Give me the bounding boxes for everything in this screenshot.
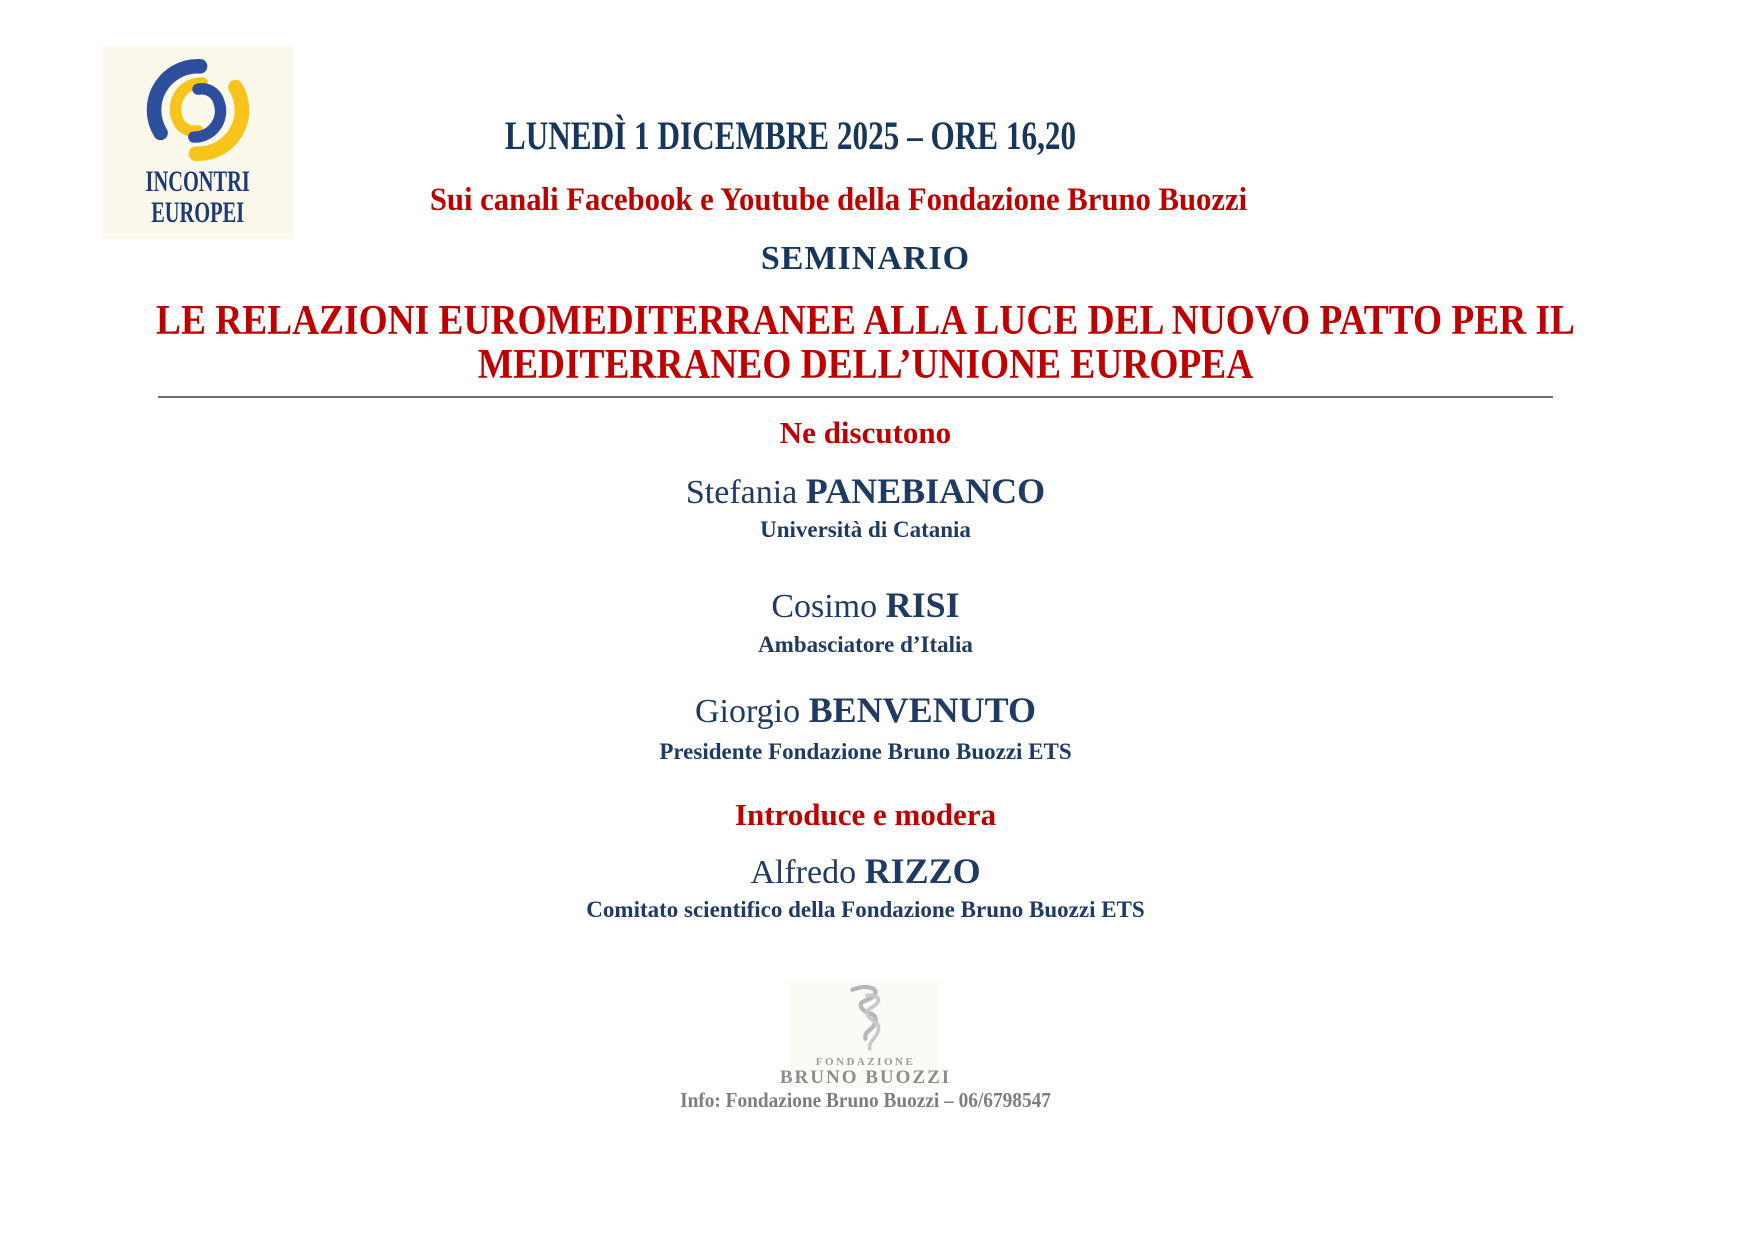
- streaming-channels-line: Sui canali Facebook e Youtube della Fondazione Bruno Buozzi: [429, 182, 1248, 218]
- seminar-title-line1: LE RELAZIONI EUROMEDITERRANEE ALLA LUCE DEL NUOVO PATTO PER IL: [156, 298, 1575, 344]
- moderator-last-name: RIZZO: [864, 851, 981, 891]
- speaker-last-name: PANEBIANCO: [805, 471, 1046, 511]
- speaker-role: Università di Catania: [760, 517, 971, 542]
- speaker-first-name: Stefania: [685, 474, 798, 511]
- speaker-name: [0, 583, 1731, 629]
- horizontal-divider: [158, 396, 1553, 398]
- moderator-first-name: Alfredo: [750, 854, 857, 891]
- speaker-first-name: Cosimo: [771, 588, 878, 625]
- speaker-last-name: RISI: [885, 585, 960, 625]
- moderator-role: Comitato scientifico della Fondazione Bruno Buozzi ETS: [586, 897, 1145, 922]
- speaker-role: Presidente Fondazione Bruno Buozzi ETS: [659, 739, 1072, 764]
- event-dateline: LUNEDÌ 1 DICEMBRE 2025 – ORE 16,20: [504, 113, 1077, 158]
- europei-line: EUROPEI: [151, 196, 245, 229]
- discussants-label: Ne discutono: [779, 415, 952, 450]
- seminar-title-line2: MEDITERRANEO DELL’UNIONE EUROPEA: [477, 342, 1254, 388]
- contact-info-line: Info: Fondazione Bruno Buozzi – 06/6798547: [680, 1088, 1051, 1112]
- speaker-first-name: Giorgio: [694, 693, 801, 730]
- incontri-line: INCONTRI: [145, 165, 251, 198]
- foundation-logo-small-text: FONDAZIONE: [815, 1056, 916, 1068]
- speaker-name: [0, 688, 1731, 734]
- speaker-last-name: BENVENUTO: [808, 690, 1037, 730]
- foundation-logo-large-text: BRUNO BUOZZI: [779, 1067, 952, 1088]
- speaker-role: Ambasciatore d’Italia: [758, 632, 973, 657]
- moderator-label: Introduce e modera: [734, 797, 997, 832]
- moderator-name: [0, 849, 1731, 895]
- speaker-name: [0, 469, 1731, 515]
- seminar-kicker: SEMINARIO: [760, 240, 971, 277]
- ribbon-icon: [836, 984, 892, 1056]
